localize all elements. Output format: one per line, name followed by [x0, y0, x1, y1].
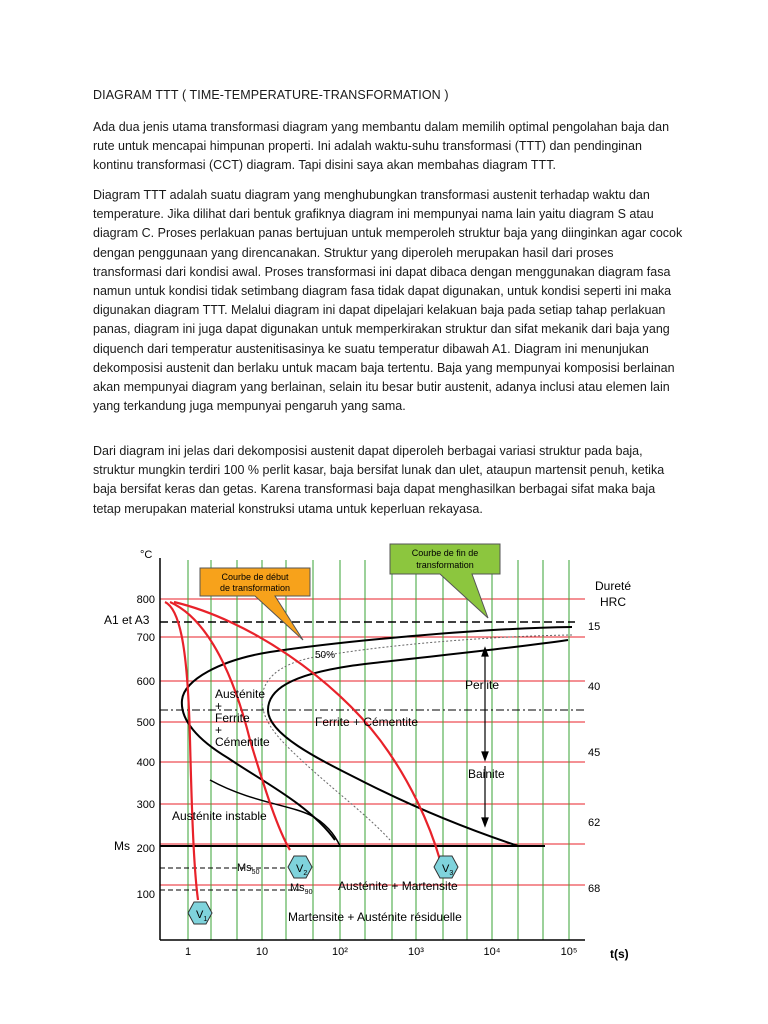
hardness-values [588, 621, 600, 895]
end-callout [390, 544, 500, 618]
svg-text:V2: $V_2$ [296, 863, 308, 877]
hardness-header-2: HRC [600, 595, 626, 609]
x-tick-1: 1 [184, 946, 192, 958]
svg-text:Ferrite: Ferrite [215, 711, 250, 725]
paragraph-2: Diagram TTT adalah suatu diagram yang menghubungkan transformasi austenit terhadap waktu dan temperature. Jika dilihat dari bentuk grafiknya diagram ini mempunyai nama lain yaitu diagram S atau diagram C. Proses perlakuan panas bertujuan untuk memperoleh struktur baja yang diinginkan agar cocok dengan penggunaan yang direncanakan. Struktur yang diperoleh merupakan hasil dari proses transformasi dari kondisi awal. Proses transformasi ini dapat dibaca dengan menggunakan diagram fasa namun untuk kondisi tidak setimbang diagram fasa tidak dapat digunakan, untuk kondisi seperti ini maka digunakan diagram TTT. Melalui diagram ini dapat dipelajari kelakuan baja pada setiap tahap perlakuan panas, diagram ini juga dapat digunakan untuk memperkirakan struktur dan sifat mekanik dari baja yang diquench dari temperatur austenitisasinya ke suatu temperatur dibawah A1. Diagram ini menunjukan dekomposisi austenit dan berlaku untuk macam baja tertentu. Baja yang mempunyai komposisi berlainan akan mempunyai diagram yang berlainan, selain itu besar butir austenit, adanya inclusi atau elemen lain yang terkandung juga mempunyai pengaruh yang sama. [93, 188, 683, 414]
perlite-label: Perlite [465, 678, 500, 692]
y-tick-400: 400 [136, 757, 155, 769]
range-arrows [482, 648, 488, 826]
svg-text:+: + [215, 723, 223, 737]
svg-text:V1: $V_1$ [196, 909, 208, 923]
a1-a3-label: A1 et A3 [104, 613, 150, 627]
y-tick-700: 700 [136, 632, 155, 644]
paragraph-1: Ada dua jenis utama transformasi diagram yang membantu dalam memilih optimal pengolahan baja dan rute untuk mencapai himpunan properti. Ini adalah waktu-suhu transformasi (TTT) dan pendinginan kontinu transformasi (CCT) diagram. Tapi disini saya akan membahas diagram TTT. [93, 120, 670, 173]
callout-end-line2: transformation [416, 560, 474, 570]
ms50-label: $Ms_{50}$ [237, 862, 260, 876]
y-tick-600: 600 [136, 676, 155, 688]
austenite-instable-label: Austénite instable [172, 809, 267, 823]
x-tick-100000: 10⁵ [560, 946, 578, 958]
svg-text:V3: $V_3$ [442, 863, 454, 877]
paragraph-3: Dari diagram ini jelas dari dekomposisi austenit dapat diperoleh berbagai variasi struktur pada baja, struktur mungkin terdiri 100 % perlit kasar, baja bersifat lunak dan ulet, ataupun martensit penuh, ketika baja bersifat keras dan getas. Karena transformasi baja dapat menghasilkan berbagai sifat maka baja tetap merupakan material konstruksi utama untuk keperluan rekayasa. [93, 444, 665, 516]
x-tick-1000: 10³ [408, 946, 424, 958]
bainite-label: Bainite [468, 767, 505, 781]
callout-end-line1: Courbe de fin de [411, 548, 479, 558]
hardness-62: 62 [588, 817, 601, 829]
y-tick-500: 500 [136, 717, 155, 729]
x-axis-unit: t(s) [610, 947, 629, 961]
v2-badge [288, 856, 312, 878]
start-callout [200, 568, 310, 640]
x-tick-labels [185, 946, 577, 958]
cooling-curve-v1 [165, 602, 198, 900]
hardness-header-1: Dureté [595, 579, 632, 593]
svg-text:+: + [215, 699, 223, 713]
fifty-percent-label: 50% [315, 650, 336, 661]
y-tick-100: 100 [136, 889, 155, 901]
v3-badge [434, 856, 458, 878]
y-axis-unit: °C [140, 549, 153, 561]
x-tick-100: 10² [332, 946, 348, 958]
hardness-45: 45 [588, 747, 601, 759]
ms-label: Ms [114, 839, 130, 853]
svg-text:Austénite: Austénite [215, 687, 266, 701]
document-heading: DIAGRAM TTT ( TIME-TEMPERATURE-TRANSFORMATION ) [93, 88, 449, 102]
hardness-15: 15 [588, 621, 601, 633]
callout-start-line2: de transformation [219, 583, 291, 593]
y-tick-labels [137, 594, 155, 901]
ms90-label: $Ms_{90}$ [290, 882, 313, 896]
ttt-diagram-figure [104, 540, 650, 970]
y-tick-800: 800 [136, 594, 155, 606]
y-tick-200: 200 [136, 843, 155, 855]
hardness-68: 68 [588, 883, 601, 895]
callout-start-line1: Courbe de début [221, 572, 289, 582]
y-tick-300: 300 [136, 799, 155, 811]
fifty-percent-curve [262, 635, 572, 840]
x-tick-10: 10 [255, 946, 269, 958]
svg-text:Cémentite: Cémentite [215, 735, 270, 749]
hardness-40: 40 [588, 681, 601, 693]
ferrite-cementite-label: Ferrite + Cémentite [315, 715, 419, 729]
x-tick-10000: 10⁴ [483, 946, 501, 958]
ttt-diagram-svg [104, 540, 650, 970]
v1-badge [188, 902, 212, 924]
austenite-martensite-label: Austénite + Martensite [338, 879, 458, 893]
martensite-residuelle-label: Martensite + Austénite résiduelle [288, 910, 462, 924]
